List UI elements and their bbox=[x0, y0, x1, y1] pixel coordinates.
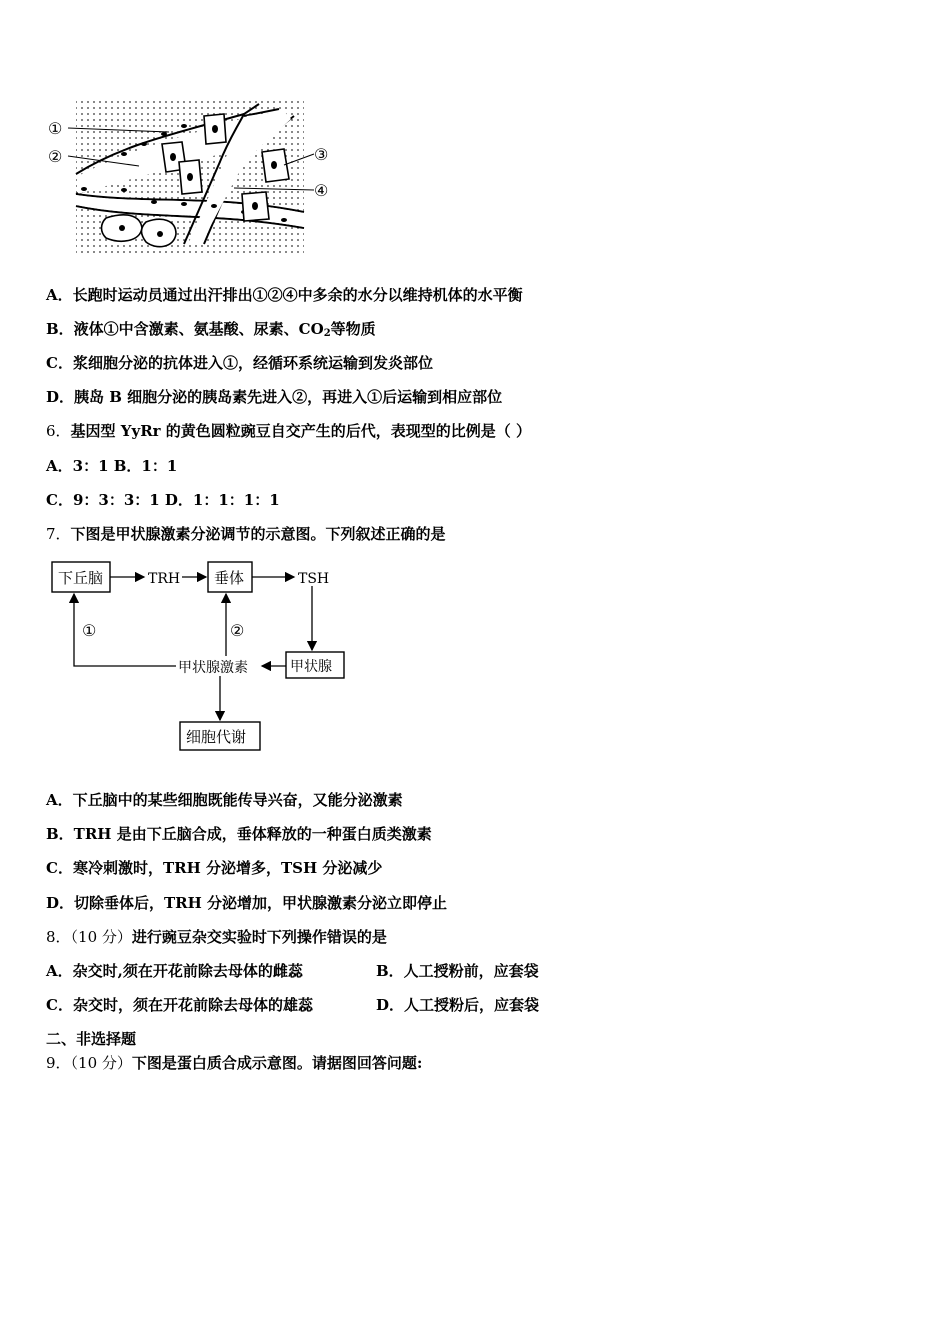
q7-stem: 7．下图是甲状腺激素分泌调节的示意图。下列叙述正确的是 bbox=[46, 525, 446, 543]
q8-option-a: A．杂交时,须在开花前除去母体的雌蕊 bbox=[46, 962, 303, 980]
q5-option-a: A．长跑时运动员通过出汗排出①②④中多余的水分以维持机体的水平衡 bbox=[46, 286, 523, 304]
q8-option-b: B．人工授粉前，应套袋 bbox=[376, 962, 539, 980]
q8-stem: 8．（10 分）进行豌豆杂交实验时下列操作错误的是 bbox=[46, 928, 387, 946]
tsh-label: TSH bbox=[298, 571, 330, 587]
trh-label: TRH bbox=[148, 571, 181, 587]
hormone-label: 甲状腺激素 bbox=[178, 660, 248, 676]
q8-option-c: C．杂交时，须在开花前除去母体的雄蕊 bbox=[46, 996, 313, 1014]
q8-option-d: D．人工授粉后，应套袋 bbox=[376, 996, 540, 1014]
hypothalamus-label: 下丘脑 bbox=[58, 569, 104, 587]
q5-option-d: D．胰岛 B 细胞分泌的胰岛素先进入②，再进入①后运输到相应部位 bbox=[46, 388, 503, 406]
q7-option-d: D．切除垂体后，TRH 分泌增加，甲状腺激素分泌立即停止 bbox=[46, 894, 448, 912]
thyroid-label: 甲状腺 bbox=[290, 659, 332, 675]
q7-option-a: A．下丘脑中的某些细胞既能传导兴奋，又能分泌激素 bbox=[46, 791, 403, 809]
label-1: ① bbox=[48, 119, 63, 138]
section-heading: 二、非选择题 bbox=[46, 1030, 137, 1048]
metabolism-label: 细胞代谢 bbox=[186, 728, 247, 746]
q9-stem: 9．（10 分）下图是蛋白质合成示意图。请据图回答问题: bbox=[46, 1054, 423, 1072]
label-2: ② bbox=[48, 147, 63, 166]
mark-1: ① bbox=[82, 621, 97, 640]
q5-option-b: B．液体①中含激素、氨基酸、尿素、$CO_2$等物质 bbox=[46, 320, 376, 339]
q6-stem: 6．基因型 YyRr 的黄色圆粒豌豆自交产生的后代，表现型的比例是（ ） bbox=[46, 422, 532, 440]
q6-options-row1: A．3：1 B．1：1 bbox=[46, 457, 178, 475]
tissue-fluid-diagram bbox=[44, 94, 344, 259]
q5-option-c: C．浆细胞分泌的抗体进入①，经循环系统运输到发炎部位 bbox=[46, 354, 433, 372]
thyroid-regulation-diagram bbox=[44, 556, 364, 756]
pituitary-label: 垂体 bbox=[214, 569, 245, 587]
q7-option-b: B．TRH 是由下丘脑合成，垂体释放的一种蛋白质类激素 bbox=[46, 825, 432, 843]
label-4: ④ bbox=[314, 181, 329, 200]
q7-option-c: C．寒冷刺激时，TRH 分泌增多，TSH 分泌减少 bbox=[46, 859, 383, 877]
mark-2: ② bbox=[230, 621, 245, 640]
label-3: ③ bbox=[314, 145, 329, 164]
q6-options-row2: C．9：3：3：1 D．1：1：1：1 bbox=[46, 491, 280, 509]
